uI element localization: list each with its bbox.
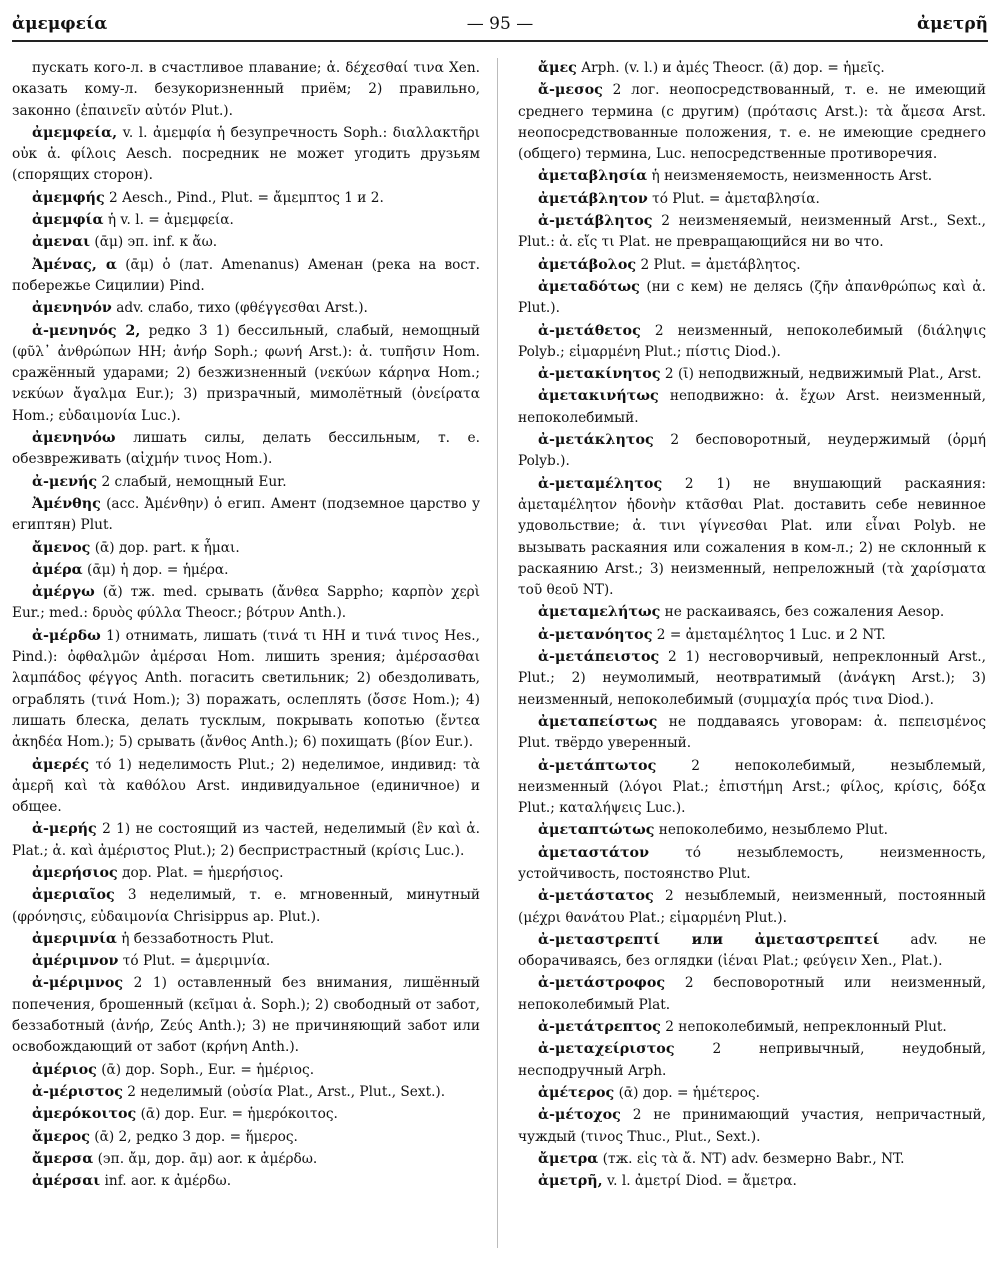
dictionary-entry bbox=[12, 255, 480, 298]
entry-definition: ἡ неизменяемость, неизменность Arst. bbox=[651, 168, 933, 185]
entry-definition: 2 1) несговорчивый, непреклонный Arst., Plut.; 2) неумолимый, неотвратимый (ἀνάγκη Arst.); 3) неизменный, непоколебимый (συμμαχία πρός τινα Diod.). bbox=[518, 649, 987, 708]
entry-definition: 2 лог. неопосредствованный, т. е. не имеющий среднего термина (с другим) (πρότασις Arst.): τὰ ἄμεσα Arst. неопосредствованные положения, т. е. не имеющие среднего (общего) термина, Luc. непосредственные противоречия. bbox=[518, 82, 986, 163]
dictionary-entry bbox=[518, 886, 986, 929]
entry-headword: Ἀμένθης bbox=[32, 495, 101, 512]
dictionary-entry bbox=[12, 929, 480, 950]
dictionary-entry bbox=[12, 951, 480, 972]
entry-definition: 2 неизменяемый, неизменный Arst., Sext., Plut.: ἀ. εἴς τι Plat. не превращающийся ни во что. bbox=[518, 213, 986, 251]
entry-definition: (ᾱμ) ὁ (лат. Amenanus) Аменан (река на вост. побережье Сицилии) Pind. bbox=[12, 256, 481, 294]
entry-headword: ἀ-μεταχείριστος bbox=[538, 1041, 675, 1058]
left-column bbox=[12, 58, 480, 1193]
entry-headword: ἀμετρῆ, bbox=[538, 1173, 603, 1190]
dictionary-entry bbox=[518, 189, 986, 210]
entry-definition: (ᾰ) тж. med. срывать (ἄνθεα Sappho; καρπὸν χερὶ Eur.; med.: δρυὸς φύλλα Theocr.; βότρυν Anth.). bbox=[12, 584, 480, 622]
entry-definition: 2 = ἀμεταμέλητος 1 Luc. и 2 NT. bbox=[656, 626, 886, 643]
dictionary-entry bbox=[12, 428, 480, 471]
entry-definition: 1) отнимать, лишать (τινά τι HH и τινά τινος Hes., Pind.): ὀφθαλμῶν ἀμέρσαι Hom. лишить зрения; ἀμέρσασθαι λαμπάδος φέγγος Anth. погасить светильник; 2) обездоливать, ограблять (τινά Hom.); 3) поражать, ослеплять (ὄσσε Hom.); 4) лишать блеска, делать тусклым, покрывать копотью (ἔντεα ἀκηδέα Hom.); 5) срывать (ἄνθος Anth.); 6) похищать (βίον Eur.). bbox=[12, 627, 480, 751]
entry-headword: ἀ-μενής bbox=[32, 473, 98, 490]
entry-definition: v. l. ἀμετρί Diod. = ἄμετρα. bbox=[607, 1173, 797, 1190]
entry-definition: редко 3 1) бессильный, слабый, немощный (φῦλ᾽ ἀνθρώπων HH; ἀνήρ Soph.; φωνή Arst.): ἀ. τυπῆσιν Hom. сражённый ударами; 2) безжизненный (νεκύων κάρηνα Hom.; νεκύων ἄγαλμα Eur.); 3) призрачный, мимолётный (ὀνείρατα Hom.; εὐδαιμονία Luc.). bbox=[12, 322, 480, 424]
entry-headword: ἀ-μέτοχος bbox=[538, 1107, 621, 1124]
left-running-headword: ἀμεμφεία bbox=[12, 14, 108, 34]
entry-definition: ἡ v. l. = ἀμεμφεία. bbox=[107, 212, 234, 229]
entry-definition: 2 непривычный, неудобный, несподручный Arph. bbox=[518, 1041, 986, 1079]
dictionary-entry bbox=[12, 298, 480, 319]
entry-definition: τό 1) неделимость Plut.; 2) неделимое, индивид: τὰ ἀμερῆ καὶ τὰ καθόλου Arst. индивидуальное (единичное) и общее. bbox=[12, 756, 480, 816]
dictionary-entry bbox=[12, 626, 480, 754]
entry-definition: (тж. εἰς τὰ ἄ. NT) adv. безмерно Babr., NT. bbox=[602, 1150, 905, 1167]
entry-definition: τό Plut. = ἀμεταβλησία. bbox=[652, 190, 820, 207]
entry-headword: ἀ-μετανόητος bbox=[538, 626, 653, 643]
dictionary-entry bbox=[518, 211, 986, 254]
dictionary-entry bbox=[12, 755, 480, 819]
entry-headword: ἀμεναι bbox=[32, 234, 90, 251]
page-number: — 95 — bbox=[466, 14, 534, 34]
dictionary-entry bbox=[518, 820, 986, 841]
dictionary-entry bbox=[12, 232, 480, 253]
dictionary-entry bbox=[518, 277, 986, 320]
dictionary-entry bbox=[518, 973, 986, 1016]
entry-definition: (ᾱ) дор. = ἡμέτερος. bbox=[618, 1084, 760, 1101]
entry-headword: ἀμεριμνία bbox=[32, 930, 117, 947]
entry-headword: ἀμενηνόω bbox=[32, 430, 116, 447]
entry-definition: 2 1) оставленный без внимания, лишённый попечения, брошенный (κεῖμαι ἀ. Soph.); 2) свободный от забот, беззаботный (ἀνήρ, Ζεύς Anth.); 3) не причиняющий забот или освобождающий от забот (κρήνη Anth.). bbox=[12, 975, 480, 1056]
dictionary-entry bbox=[518, 58, 986, 79]
entry-definition: (ᾱ) дор. Soph., Eur. = ἡμέριος. bbox=[101, 1061, 315, 1078]
entry-definition: 2 1) не состоящий из частей, неделимый (ἓν καὶ ἀ. Plat.; ἀ. καὶ ἀμέριστος Plut.); 2) беспристрастный (κρίσις Luc.). bbox=[12, 821, 480, 859]
dictionary-entry bbox=[518, 930, 986, 973]
entry-headword: ἀ-μετάτρεπτος bbox=[538, 1019, 661, 1036]
dictionary-entry bbox=[518, 1083, 986, 1104]
entry-definition: adv. не оборачиваясь, без оглядки (ἰέναι Plat.; φεύγειν Xen., Plat.). bbox=[518, 931, 986, 970]
entry-headword: ἀμετακινήτως bbox=[538, 388, 659, 405]
entry-definition: 2 бесповоротный или неизменный, непоколебимый Plat. bbox=[518, 975, 986, 1013]
entry-definition: 2 Aesch., Pind., Plut. = ἄμεμπτος 1 и 2. bbox=[109, 189, 384, 206]
entry-headword: ἄμερσα bbox=[32, 1150, 94, 1167]
entry-definition: (ᾱ) дор. Eur. = ἡμερόκοιτος. bbox=[140, 1106, 338, 1123]
dictionary-entry bbox=[12, 123, 480, 187]
entry-headword: ἀμεταπτώτως bbox=[538, 822, 655, 839]
entry-definition: (ни с кем) не делясь (ζῆν ἀπανθρώπως καὶ ἀ. Plut.). bbox=[518, 278, 986, 317]
entry-headword: ἀμενηνόν bbox=[32, 300, 112, 317]
dictionary-entry bbox=[12, 494, 480, 537]
entry-definition: (acc. Ἀμένθην) ὁ егип. Амент (подземное царство у египтян) Plut. bbox=[12, 495, 480, 534]
entry-definition: 2 неделимый (οὐσία Plat., Arst., Plut., Sext.). bbox=[127, 1083, 446, 1100]
dictionary-entry bbox=[12, 1171, 480, 1192]
dictionary-entry bbox=[518, 1149, 986, 1170]
entry-definition: τό Plut. = ἀμεριμνία. bbox=[122, 953, 271, 970]
entry-definition: неподвижно: ἀ. ἔχων Arst. неизменный, непоколебимый. bbox=[518, 388, 986, 426]
dictionary-entry bbox=[518, 1017, 986, 1038]
dictionary-entry bbox=[518, 80, 986, 165]
entry-headword: ἄμερος bbox=[32, 1128, 90, 1145]
entry-headword: ἀμέρα bbox=[32, 561, 83, 578]
entry-definition: adv. слабо, тихо (φθέγγεσθαι Arst.). bbox=[116, 300, 368, 317]
entry-headword: ἀμεριαῖος bbox=[32, 887, 115, 904]
dictionary-entry bbox=[518, 1105, 986, 1148]
dictionary-entry bbox=[12, 885, 480, 928]
dictionary-entry bbox=[518, 1171, 986, 1192]
entry-headword: ἀμερήσιος bbox=[32, 864, 118, 881]
dictionary-entry bbox=[12, 538, 480, 559]
entry-headword: ἀ-μετάπειστος bbox=[538, 649, 660, 666]
entry-definition: дор. Plat. = ἡμερήσιος. bbox=[122, 864, 284, 881]
entry-headword: ἄμετρα bbox=[538, 1150, 599, 1167]
dictionary-entry bbox=[518, 647, 986, 711]
dictionary-entry bbox=[12, 819, 480, 862]
dictionary-entry bbox=[12, 1127, 480, 1148]
entry-definition: 2 не принимающий участия, непричастный, чуждый (τινος Thuc., Plut., Sext.). bbox=[518, 1107, 986, 1145]
entry-definition: 2 Plut. = ἀμετάβλητος. bbox=[640, 256, 801, 273]
dictionary-entry bbox=[12, 863, 480, 884]
entry-definition: 2 (ῑ) неподвижный, недвижимый Plat., Arst. bbox=[664, 366, 982, 383]
entry-definition: непоколебимо, незыблемо Plut. bbox=[658, 822, 889, 839]
entry-definition: ἡ беззаботность Plut. bbox=[121, 930, 274, 947]
dictionary-entry bbox=[518, 756, 986, 820]
entry-definition: (ᾱ) дор. part. к ἧμαι. bbox=[94, 539, 240, 556]
entry-headword: ἀ-μετάστατος bbox=[538, 888, 654, 905]
entry-headword: ἀ-μετάθετος bbox=[538, 322, 641, 339]
dictionary-entry bbox=[518, 625, 986, 646]
entry-headword: ἀμερές bbox=[32, 756, 90, 773]
dictionary-entry bbox=[518, 843, 986, 886]
dictionary-entry bbox=[12, 472, 480, 493]
entry-definition: пускать кого-л. в счастливое плавание; ἀ. δέχεσθαί τινα Xen. оказать кому-л. безукоризненный приём; 2) правильно, законно (ἐπαινεῖν αὐτόν Plut.). bbox=[12, 60, 480, 119]
entry-headword: ἀμεμφία bbox=[32, 212, 104, 229]
entry-definition: 2 неизменный, непоколебимый (διάληψις Polyb.; εἱμαρμένη Plut.; πίστις Diod.). bbox=[518, 322, 987, 360]
entry-definition: (ᾱμ) ἡ дор. = ἡμέρα. bbox=[87, 561, 229, 578]
entry-definition: 2 слабый, немощный Eur. bbox=[101, 473, 287, 490]
dictionary-entry bbox=[518, 386, 986, 429]
entry-definition: v. l. ἀμεμφία ἡ безупречность Soph.: διαλλακτῆρι οὐκ ἀ. φίλοις Aesch. посредник не может угодить друзьям (спорящих сторон). bbox=[12, 124, 480, 184]
right-column bbox=[518, 58, 986, 1193]
entry-definition: не раскаиваясь, без сожаления Aesop. bbox=[664, 604, 945, 621]
entry-headword: ἀμεταπείστως bbox=[538, 713, 658, 730]
column-divider bbox=[497, 58, 498, 1248]
dictionary-entry bbox=[12, 58, 480, 122]
entry-headword: ἀμεταβλησία bbox=[538, 168, 648, 185]
entry-headword: ἀ-μετάστροφος bbox=[538, 975, 666, 992]
entry-definition: inf. aor. к ἀμέρδω. bbox=[104, 1173, 232, 1190]
entry-definition: (эп. ἄμ, дор. ᾱμ) aor. к ἀμέρδω. bbox=[97, 1150, 318, 1167]
entry-headword: ἀμέριος bbox=[32, 1061, 97, 1078]
entry-headword: ἄ-μεσος bbox=[538, 82, 603, 99]
entry-definition: τό незыблемость, неизменность, устойчивость, постоянство Plut. bbox=[518, 844, 986, 882]
entry-headword: ἄμενος bbox=[32, 539, 91, 556]
entry-definition: (ᾱ) 2, редко 3 дор. = ἥμερος. bbox=[94, 1128, 298, 1145]
entry-headword: ἀ-μετακίνητος bbox=[538, 366, 661, 383]
entry-headword: ἀμέτερος bbox=[538, 1084, 615, 1101]
entry-headword: ἀμεταμελήτως bbox=[538, 604, 661, 621]
dictionary-entry bbox=[518, 255, 986, 276]
entry-definition: Arph. (v. l.) и ἀμές Theocr. (ᾱ) дор. = ἡμεῖς. bbox=[581, 60, 885, 76]
entry-headword: ἀμέργω bbox=[32, 584, 95, 601]
entry-headword: ἀ-μέριμνος bbox=[32, 975, 124, 992]
dictionary-entry bbox=[518, 1039, 986, 1082]
right-running-headword: ἀμετρῆ bbox=[917, 14, 988, 34]
entry-headword: ἀμεμφεία, bbox=[32, 124, 118, 141]
entry-headword: ἀμετάβλητον bbox=[538, 190, 648, 207]
dictionary-entry bbox=[12, 1060, 480, 1081]
entry-definition: (ᾱμ) эп. inf. к ἄω. bbox=[94, 234, 218, 251]
dictionary-entry bbox=[518, 712, 986, 755]
entry-headword: ἀ-μεταμέλητος bbox=[538, 475, 663, 492]
entry-definition: 2 1) не внушающий раскаяния: ἀμεταμέλητον ἡδονὴν κτᾶσθαι Plat. доставить себе невинное удовольствие; ἀ. τινι γίγνεσθαι Plat. или εἶναι Polyb. не вызывать раскаяния или сожаления в ком-л.; 2) не склонный к раскаянию Arst.; 3) неизменный, непреложный (τὰ χαρίσματα τοῦ θεοῦ NT). bbox=[518, 475, 987, 599]
entry-headword: ἀ-μετάπτωτος bbox=[538, 757, 657, 774]
entry-definition: лишать силы, делать бессильным, т. е. обезвреживать (αἰχμήν τινος Hom.). bbox=[12, 430, 480, 468]
entry-headword: ἀ-μέριστος bbox=[32, 1083, 123, 1100]
dictionary-entry bbox=[518, 364, 986, 385]
dictionary-entry bbox=[12, 1104, 480, 1125]
entry-definition: 2 незыблемый, неизменный, постоянный (μέχρι θανάτου Plat.; εἱμαρμένη Plut.). bbox=[518, 888, 986, 926]
dictionary-entry bbox=[12, 321, 480, 427]
entry-headword: ἀ-μεταστρεπτί или ἀμεταστρεπτεί bbox=[538, 931, 880, 948]
dictionary-entry bbox=[12, 973, 480, 1058]
dictionary-entry bbox=[518, 166, 986, 187]
dictionary-entry bbox=[518, 602, 986, 623]
entry-headword: Ἀμένας, α bbox=[32, 256, 117, 273]
dictionary-entry bbox=[12, 560, 480, 581]
entry-headword: ἀ-μετάβλητος bbox=[538, 213, 653, 230]
entry-definition: 3 неделимый, т. е. мгновенный, минутный (φρόνησις, εὐδαιμονία Chrisippus ap. Plut.). bbox=[12, 887, 480, 925]
dictionary-entry bbox=[12, 1082, 480, 1103]
entry-headword: ἄμες bbox=[538, 60, 577, 76]
dictionary-entry bbox=[518, 321, 986, 364]
entry-headword: ἀμεταστάτον bbox=[538, 844, 650, 861]
dictionary-entry bbox=[12, 210, 480, 231]
dictionary-entry bbox=[518, 430, 986, 473]
entry-definition: 2 непоколебимый, незыблемый, неизменный (λόγοι Plat.; ἐπιστήμη Arst.; φίλος, κρίσις, δόξα Plut.; καταλήψεις Luc.). bbox=[518, 757, 986, 817]
entry-headword: ἀμεμφής bbox=[32, 189, 105, 206]
entry-definition: 2 непоколебимый, непреклонный Plut. bbox=[665, 1019, 947, 1036]
entry-headword: ἀ-μετάκλητος bbox=[538, 432, 654, 449]
entry-definition: 2 бесповоротный, неудержимый (ὁρμή Polyb.). bbox=[518, 432, 987, 470]
entry-headword: ἀμέρσαι bbox=[32, 1173, 101, 1190]
entry-headword: ἀμετάβολος bbox=[538, 256, 637, 273]
dictionary-entry bbox=[518, 474, 986, 602]
dictionary-entry bbox=[12, 582, 480, 625]
entry-headword: ἀ-μενηνός 2, bbox=[32, 322, 141, 339]
dictionary-entry bbox=[12, 1149, 480, 1170]
dictionary-entry bbox=[12, 188, 480, 209]
entry-headword: ἀ-μερής bbox=[32, 821, 97, 838]
entry-definition: не поддаваясь уговорам: ἀ. πεπεισμένος Plut. твёрдо уверенный. bbox=[518, 713, 986, 752]
entry-headword: ἀμερόκοιτος bbox=[32, 1106, 137, 1123]
entry-headword: ἀμεταδότως bbox=[538, 278, 640, 295]
page-header bbox=[12, 10, 988, 42]
entry-headword: ἀμέριμνον bbox=[32, 953, 119, 970]
entry-headword: ἀ-μέρδω bbox=[32, 627, 101, 644]
